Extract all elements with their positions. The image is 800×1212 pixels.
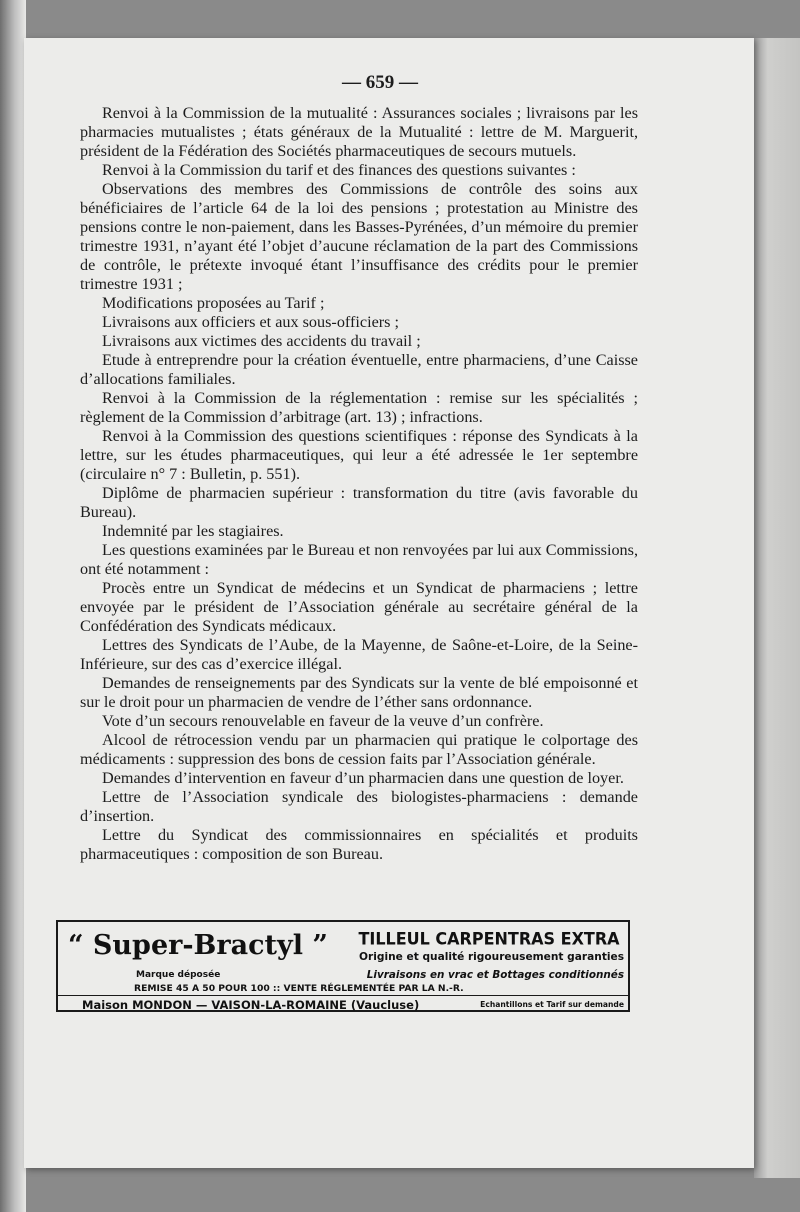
ad-company-address: Maison MONDON — VAISON-LA-ROMAINE (Vaucluse)	[82, 998, 420, 1012]
ad-origin-line: Origine et qualité rigoureusement garanties	[359, 951, 624, 963]
ad-product-name: TILLEUL CARPENTRAS EXTRA	[358, 928, 620, 949]
paragraph: Vote d’un secours renouvelable en faveur de la veuve d’un confrère.	[102, 712, 544, 730]
ad-divider	[58, 995, 628, 996]
paragraph: Lettre de l’Association syndicale des biologistes-pharmaciens : demande d’insertion.	[80, 788, 638, 825]
right-page-edge	[754, 38, 800, 1178]
paragraph: Livraisons aux officiers et aux sous-officiers ;	[102, 313, 399, 331]
paragraph: Lettres des Syndicats de l’Aube, de la Mayenne, de Saône-et-Loire, de la Seine-Inférieure, sur des cas d’exercice illégal.	[80, 636, 638, 673]
ad-brand-name: “ Super-Bractyl ”	[68, 930, 328, 961]
paragraph: Demandes d’intervention en faveur d’un pharmacien dans une question de loyer.	[102, 769, 624, 787]
paragraph: Observations des membres des Commissions de contrôle des soins aux bénéficiaires de l’article 64 de la loi des pensions ; protestation au Ministre des pensions contre le non-paiement, dans les Basses-Pyrénées, d’un mémoire du premier trimestre 1931, n’ayant été l’objet d’aucune réclamation de la part des Commissions de contrôle, le prétexte invoqué étant l’insuffisance des crédits pour le premier trimestre 1931 ;	[80, 180, 638, 293]
paragraph: Demandes de renseignements par des Syndicats sur la vente de blé empoisonné et sur le droit pour un pharmacien de vendre de l’éther sans ordonnance.	[80, 674, 638, 711]
paragraph: Renvoi à la Commission de la réglementation : remise sur les spécialités ; règlement de la Commission d’arbitrage (art. 13) ; infractions.	[80, 389, 638, 426]
paragraph: Lettre du Syndicat des commissionnaires en spécialités et produits pharmaceutiques : composition de son Bureau.	[80, 826, 638, 863]
document-body	[80, 104, 638, 864]
paragraph: Modifications proposées au Tarif ;	[102, 294, 325, 312]
paragraph: Renvoi à la Commission des questions scientifiques : réponse des Syndicats à la lettre, sur les études pharmaceutiques, qui leur a été adressée le 1er septembre (circulaire n° 7 : Bulletin, p. 551).	[80, 427, 638, 483]
paragraph: Etude à entreprendre pour la création éventuelle, entre pharmaciens, d’une Caisse d’allocations familiales.	[80, 351, 638, 388]
paragraph: Indemnité par les stagiaires.	[102, 522, 284, 540]
ad-delivery-line: Livraisons en vrac et Bottages conditionnés	[366, 969, 624, 981]
left-page-edge	[0, 0, 26, 1212]
ad-samples-note: Echantillons et Tarif sur demande	[480, 1000, 624, 1009]
advertisement-box	[56, 920, 630, 1012]
paragraph: Procès entre un Syndicat de médecins et un Syndicat de pharmaciens ; lettre envoyée par le président de l’Association générale au secrétaire général de la Confédération des Syndicats médicaux.	[80, 579, 638, 635]
paragraph: Renvoi à la Commission du tarif et des finances des questions suivantes :	[102, 161, 576, 179]
paragraph: Renvoi à la Commission de la mutualité : Assurances sociales ; livraisons par les pharmacies mutualistes ; états généraux de la Mutualité : lettre de M. Marguerit, président de la Fédération des Sociétés pharmaceutiques de secours mutuels.	[80, 104, 638, 160]
paragraph: Livraisons aux victimes des accidents du travail ;	[102, 332, 421, 350]
paragraph: Diplôme de pharmacien supérieur : transformation du titre (avis favorable du Bureau).	[80, 484, 638, 521]
paragraph: Les questions examinées par le Bureau et non renvoyées par lui aux Commissions, ont été notamment :	[80, 541, 638, 578]
ad-trademark-note: Marque déposée	[136, 970, 221, 980]
page-number: — 659 —	[342, 72, 418, 93]
ad-discount-line: REMISE 45 A 50 POUR 100 :: VENTE RÉGLEMENTÉE PAR LA N.-R.	[134, 983, 464, 994]
paragraph: Alcool de rétrocession vendu par un pharmacien qui pratique le colportage des médicaments : suppression des bons de cession faits par l’Association générale.	[80, 731, 638, 768]
